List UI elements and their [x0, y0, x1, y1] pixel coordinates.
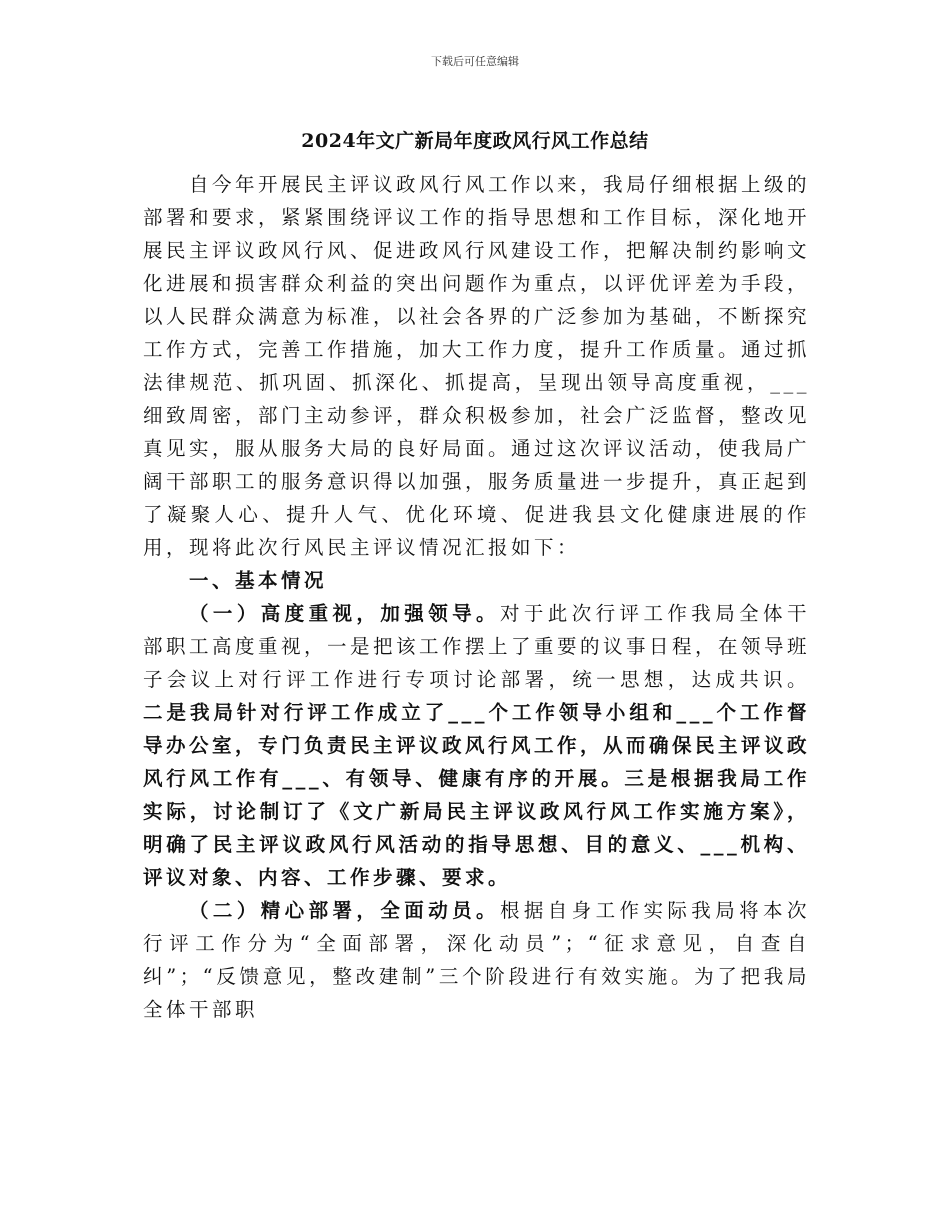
paragraph-deployment [143, 894, 810, 1026]
paragraph-leadership [143, 597, 810, 894]
paragraph-lead: （二）精心部署，全面动员。 [189, 899, 500, 922]
document-body [143, 168, 810, 1026]
paragraph-lead: （一）高度重视，加强领导。 [189, 602, 500, 625]
paragraph-text: 对于此次行评工作我局全体干部职工高度重视，一是把该工作摆上了重要的议事日程，在领导班子会议上对行评工作进行专项讨论部署，统一思想，达成共识。 [143, 602, 811, 691]
header-note: 下载后可任意编辑 [431, 55, 519, 68]
intro-paragraph: 自今年开展民主评议政风行风工作以来，我局仔细根据上级的部署和要求，紧紧围绕评议工作的指导思想和工作目标，深化地开展民主评议政风行风、促进政风行风建设工作，把解决制约影响文化进展和损害群众利益的突出问题作为重点，以评优评差为手段，以人民群众满意为标准，以社会各界的广泛参加为基础，不断探究工作方式，完善工作措施，加大工作力度，提升工作质量。通过抓法律规范、抓巩固、抓深化、抓提高，呈现出领导高度重视，___细致周密，部门主动参评，群众积极参加，社会广泛监督，整改见真见实，服从服务大局的良好局面。通过这次评议活动，使我局广阔干部职工的服务意识得以加强，服务质量进一步提升，真正起到了凝聚人心、提升人气、优化环境、促进我县文化健康进展的作用，现将此次行风民主评议情况汇报如下： [143, 173, 811, 559]
paragraph-bold-text: 二是我局针对行评工作成立了___个工作领导小组和___个工作督导办公室，专门负责民主评议政风行风工作，从而确保民主评议政风行风工作有___、有领导、健康有序的开展。三是根据我局工作实际，讨论制订了《文广新局民主评议政风行风工作实施方案》，明确了民主评议政风行风活动的指导思想、目的意义、___机构、评议对象、内容、工作步骤、要求。 [143, 701, 811, 889]
document-title: 2024年文广新局年度政风行风工作总结 [301, 130, 649, 152]
paragraph-text: 根据自身工作实际我局将本次行评工作分为“全面部署，深化动员”；“征求意见，自查自纠”；“反馈意见，整改建制”三个阶段进行有效实施。为了把我局全体干部职 [143, 899, 810, 1021]
section-heading-basic: 一、基本情况 [189, 569, 328, 592]
